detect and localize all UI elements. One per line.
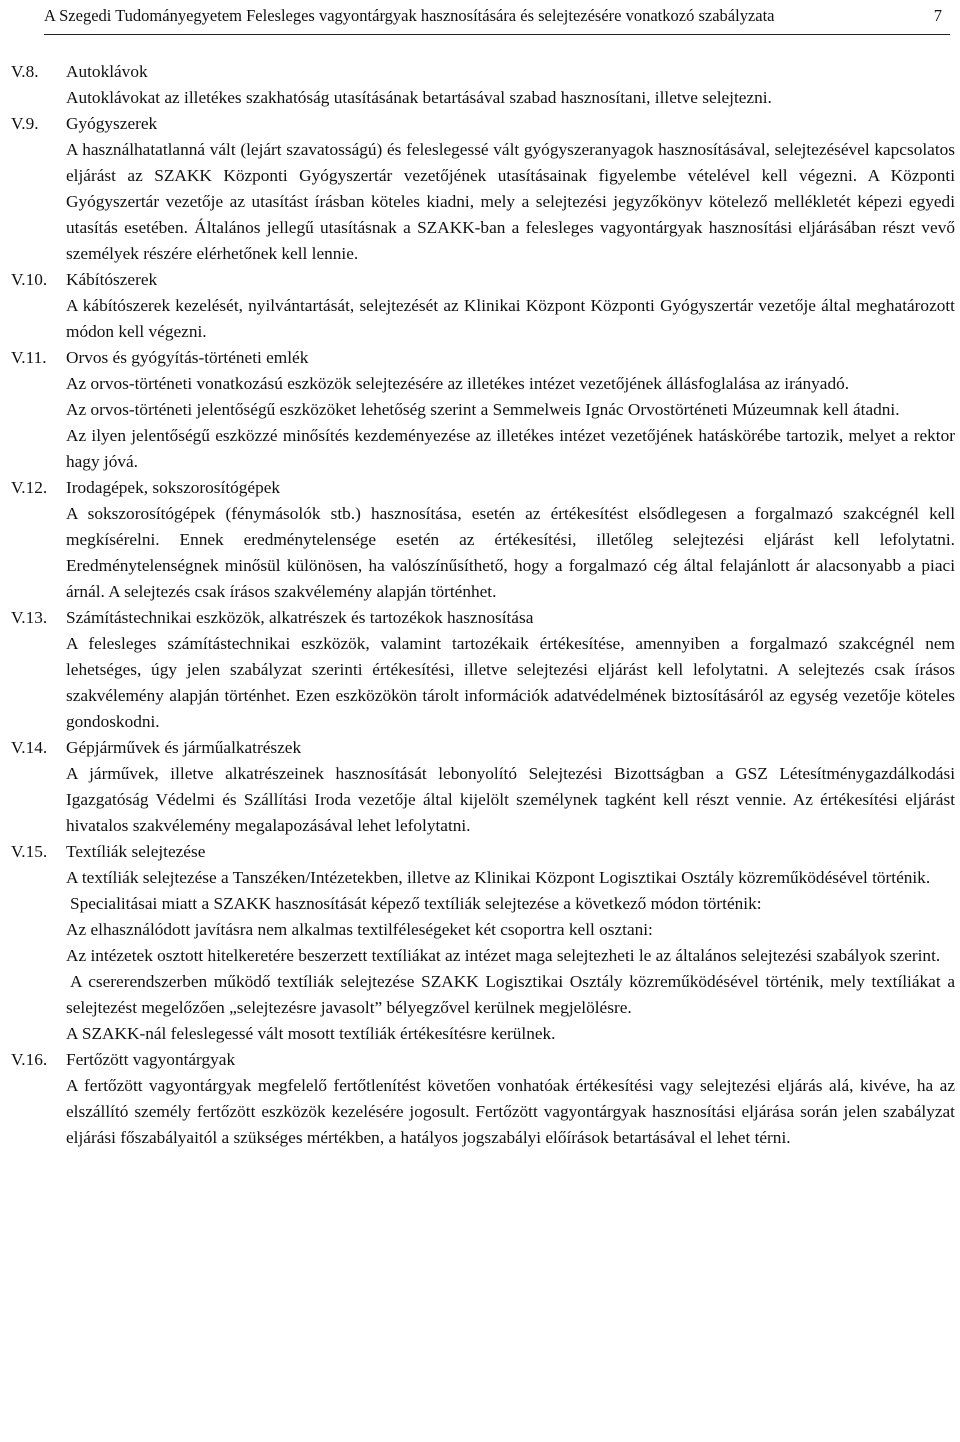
paragraph: A járművek, illetve alkatrészeinek hasznosítását lebonyolító Selejtezési Bizottságban a GSZ Létesítménygazdálkodási Igazgatóság Védelmi és Szállítási Iroda vezetője által kijelölt személynek tagként kell részt vennie. Az értékesítési eljárást hivatalos szakvélemény megalapozásával lehet lefolytatni. [66,764,955,835]
section-title: Gépjárművek és járműalkatrészek [66,738,302,757]
section-v9-heading [11,111,955,137]
section-title: Gyógyszerek [66,114,158,133]
section-title: Számítástechnikai eszközök, alkatrészek és tartozékok hasznosítása [66,608,534,627]
section-v12-heading [11,475,955,501]
section-title: Irodagépek, sokszorosítógépek [66,478,281,497]
section-title: Textíliák selejtezése [66,842,206,861]
paragraph: Az orvos-történeti jelentőségű eszközöket lehetőség szerint a Semmelweis Ignác Orvostörténeti Múzeumnak kell átadni. [66,400,900,419]
page-number: 7 [933,6,942,25]
section-number: V.14. [11,738,48,757]
section-v16-heading [11,1047,955,1073]
page-header [44,0,950,35]
section-v10-heading [11,267,955,293]
paragraph: Az elhasználódott javításra nem alkalmas textilféleségeket két csoportra kell osztani: [66,920,653,939]
section-v13-heading [11,605,955,631]
paragraph: A SZAKK-nál feleslegessé vált mosott textíliák értékesítésre kerülnek. [66,1024,556,1043]
header-title: A Szegedi Tudományegyetem Felesleges vagyontárgyak hasznosítására és selejtezésére vonatkozó szabályzata [44,6,775,25]
paragraph: A fertőzött vagyontárgyak megfelelő fertőtlenítést követően vonhatóak értékesítési vagy selejtezési eljárás alá, kivéve, ha az elszállító személy fertőzött eszközök kezelésére jogosult. Fertőzött vagyontárgyak hasznosítási eljárása során jelen szabályzat eljárási főszabályaitól a szükséges mértékben, a hatályos jogszabályi előírások betartásával el lehet térni. [66,1076,955,1147]
paragraph: A felesleges számítástechnikai eszközök, valamint tartozékaik értékesítése, amennyiben a forgalmazó szakcégnél nem lehetséges, úgy jelen szabályzat szerinti értékesítési, illetve selejtezési eljárást kell lefolytatni. A selejtezés csak írásos szakvélemény alapján történhet. Ezen eszközökön tárolt információk adatvédelmének biztosításáról az egység vezetője köteles gondoskodni. [66,634,955,731]
section-title: Kábítószerek [66,270,158,289]
paragraph: A használhatatlanná vált (lejárt szavatosságú) és feleslegessé vált gyógyszeranyagok hasznosításával, selejtezésével kapcsolatos eljárást az SZAKK Központi Gyógyszertár vezetőjének utasításainak figyelembe vételével kell végezni. A Központi Gyógyszertár vezetője az utasítást írásban köteles kiadni, mely a selejtezési jegyzőkönyv kötelező mellékletét képezi egyedi utasítás esetében. Általános jellegű utasításnak a SZAKK-ban a felesleges vagyontárgyak hasznosítási eljárásában részt vevő személyek részére elérhetőnek kell lennie. [66,140,955,263]
paragraph: Az orvos-történeti vonatkozású eszközök selejtezésére az illetékes intézet vezetőjének állásfoglalása az irányadó. [66,374,850,393]
section-number: V.9. [11,114,39,133]
section-title: Fertőzött vagyontárgyak [66,1050,236,1069]
paragraph: A kábítószerek kezelését, nyilvántartását, selejtezését az Klinikai Központ Központi Gyógyszertár vezetője által meghatározott módon kell végezni. [66,296,955,341]
paragraph: A textíliák selejtezése a Tanszéken/Intézetekben, illetve az Klinikai Központ Logisztikai Osztály közreműködésével történik. [66,868,931,887]
paragraph: Az intézetek osztott hitelkeretére beszerzett textíliákat az intézet maga selejtezheti le az általános selejtezési szabályok szerint. [66,946,941,965]
section-title: Orvos és gyógyítás-történeti emlék [66,348,309,367]
paragraph: Specialitásai miatt a SZAKK hasznosítását képező textíliák selejtezése a következő módon történik: [70,894,762,913]
paragraph: Az ilyen jelentőségű eszközzé minősítés kezdeményezése az illetékes intézet vezetőjének hatáskörébe tartozik, melyet a rektor hagy jóvá. [66,426,955,471]
section-title: Autoklávok [66,62,148,81]
paragraph: A sokszorosítógépek (fénymásolók stb.) hasznosítása, esetén az értékesítést elsődlegesen a forgalmazó szakcégnél kell megkísérelni. Ennek eredménytelensége esetén az értékesítési, illetőleg selejtezési eljárást kell lefolytatni. Eredménytelenségnek minősül különösen, ha valószínűsíthető, hogy a forgalmazó cég által felajánlott ár alacsonyabb a piaci árnál. A selejtezés csak írásos szakvélemény alapján történhet. [66,504,955,601]
section-number: V.16. [11,1050,48,1069]
document-body [11,59,955,1151]
section-number: V.11. [11,348,47,367]
section-v11-heading [11,345,955,371]
section-v14-heading [11,735,955,761]
section-number: V.15. [11,842,48,861]
paragraph: Autoklávokat az illetékes szakhatóság utasításának betartásával szabad hasznosítani, illetve selejtezni. [66,88,772,107]
section-v15-heading [11,839,955,865]
section-v8-heading [11,59,955,85]
section-number: V.12. [11,478,48,497]
section-number: V.8. [11,62,39,81]
section-number: V.10. [11,270,48,289]
section-number: V.13. [11,608,48,627]
paragraph: A csererendszerben működő textíliák selejtezése SZAKK Logisztikai Osztály közreműködésével történik, mely textíliákat a selejtezést megelőzően „selejtezésre javasolt” bélyegzővel kerülnek megjelölésre. [66,972,955,1017]
